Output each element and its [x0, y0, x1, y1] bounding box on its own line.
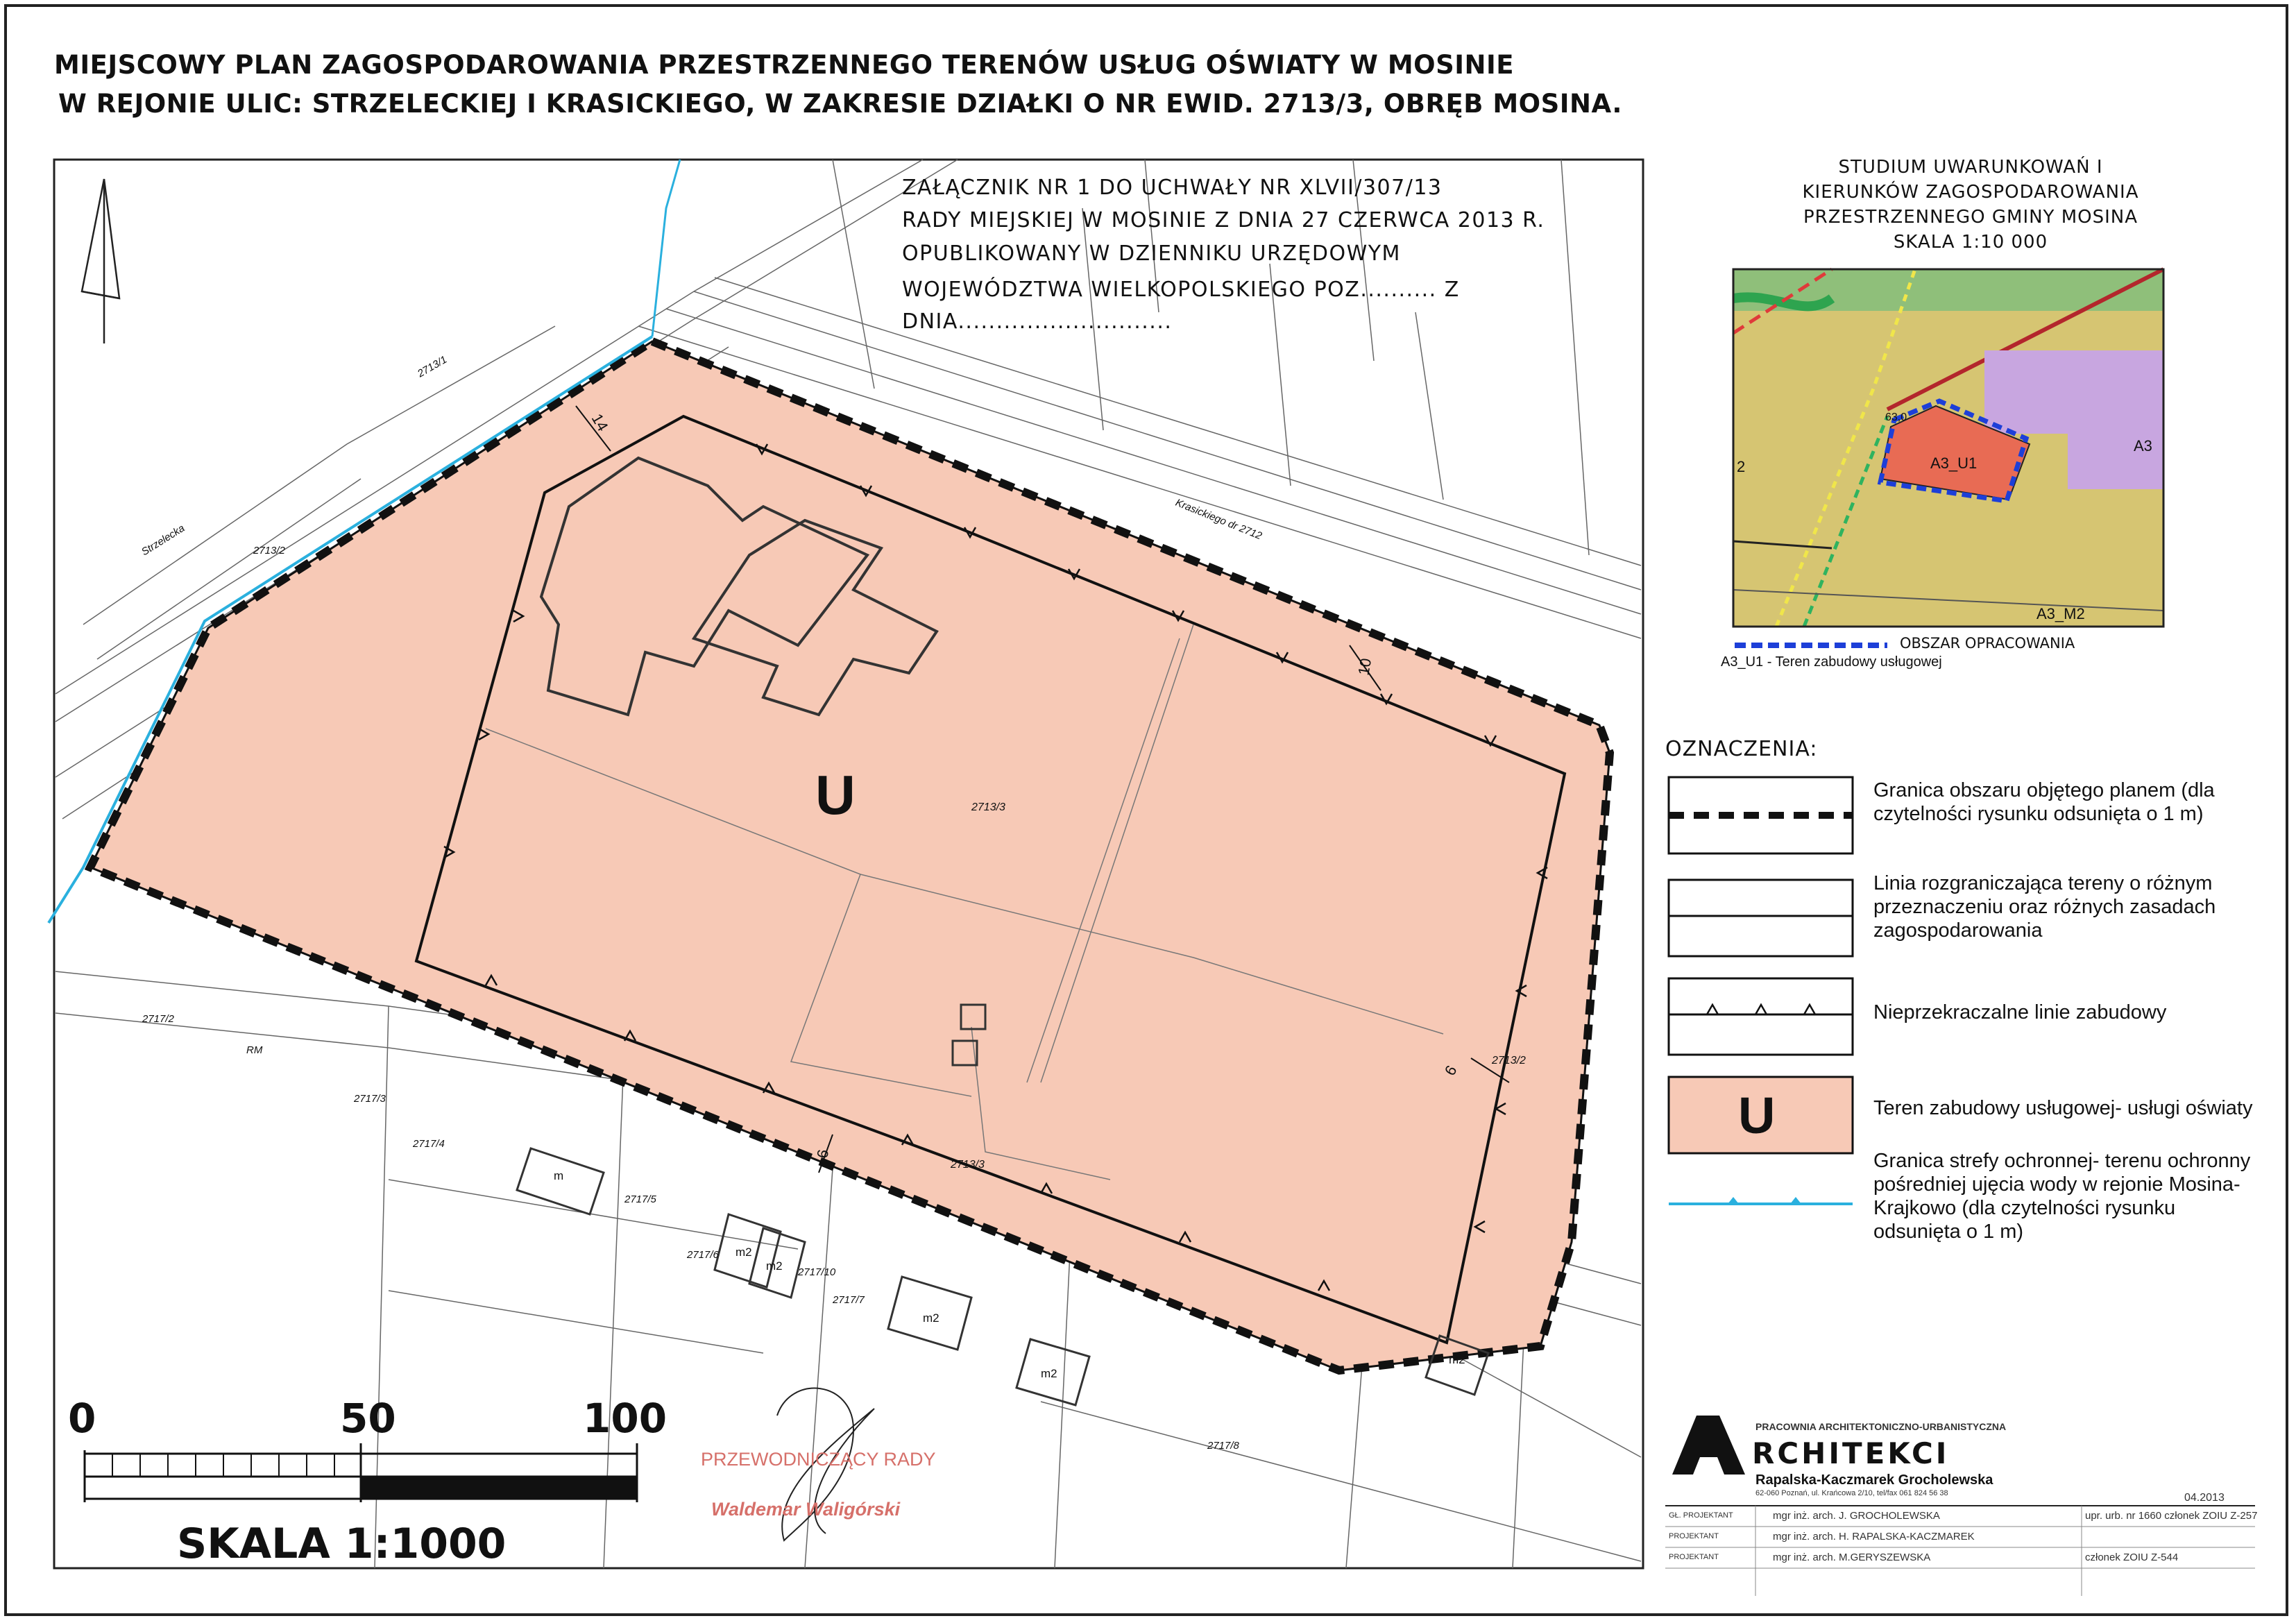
legend-text-water-zone: Granica strefy ochronnej- terenu ochronny pośredniej ujęcia wody w rejonie Mosina-Krajkowo (dla czytelności rysunku odsunięta o 1 m)	[1873, 1150, 2251, 1243]
credit-name-2: mgr inż. arch. H. RAPALSKA-KACZMAREK	[1773, 1531, 1975, 1543]
parcel-label-main: 2713/3	[971, 801, 1005, 813]
plan-title-line2: W REJONIE ULIC: STRZELECKIEJ I KRASICKIEGO, W ZAKRESIE DZIAŁKI O NR EWID. 2713/3, OBRĘB MOSINA.	[58, 89, 1622, 119]
parcel-label-2717-10: 2717/10	[798, 1266, 836, 1278]
legend-text-demarcation: Linia rozgraniczająca tereny o różnym przeznaczeniu oraz różnych zasadach zagospodarowania	[1873, 872, 2216, 942]
street-label-west: Strzelecka	[139, 522, 187, 559]
parcel-label-2717-3: 2717/3	[354, 1093, 386, 1105]
study-inset	[1733, 269, 2163, 627]
rm-label: RM	[246, 1044, 263, 1056]
street-label-north: Krasickiego dr 2712	[1173, 496, 1264, 543]
parcel-label-east: 2713/2	[1492, 1055, 1526, 1067]
building-label-m: m	[554, 1169, 564, 1182]
protection-zone-line-north	[652, 160, 680, 337]
parcel-label-2717-8: 2717/8	[1207, 1440, 1239, 1452]
building-label-m2-e: m2	[1449, 1353, 1465, 1366]
building-label-m2-c: m2	[923, 1311, 939, 1325]
building-label-m2-b: m2	[766, 1259, 783, 1273]
council-chair-stamp: PRZEWODNICZĄCY RADY	[701, 1449, 936, 1470]
attachment-line3: OPUBLIKOWANY W DZIENNIKU URZĘDOWYM	[902, 241, 1401, 266]
study-title-line1: STUDIUM UWARUNKOWAŃ I	[1838, 157, 2103, 178]
legend-text-building-line: Nieprzekraczalne linie zabudowy	[1873, 1001, 2167, 1023]
building-label-m2-d: m2	[1041, 1367, 1057, 1380]
legend-text-boundary: Granica obszaru objętego planem (dla czytelności rysunku odsunięta o 1 m)	[1873, 779, 2215, 825]
scale-tick-50: 50	[340, 1395, 396, 1442]
scale-tick-0: 0	[68, 1395, 96, 1442]
parcel-label-2717-4: 2717/4	[413, 1138, 445, 1150]
building-label-m2-a: m2	[735, 1246, 752, 1259]
dimension-6-east: 6	[1440, 1062, 1461, 1079]
attachment-line4: WOJEWÓDZTWA WIELKOPOLSKIEGO POZ.......... Z	[902, 278, 1460, 302]
credit-note-3: członek ZOIU Z-544	[2085, 1552, 2179, 1563]
attachment-line5: DNIA............................	[902, 309, 1173, 334]
parcel-label-2717-6: 2717/6	[687, 1249, 719, 1261]
zone-symbol: U	[815, 764, 856, 826]
legend-heading: OZNACZENIA:	[1665, 737, 1818, 761]
study-scale: SKALA 1:10 000	[1893, 232, 2048, 253]
credit-name-1: mgr inż. arch. J. GROCHOLEWSKA	[1773, 1510, 1940, 1522]
office-name: RCHITEKCI	[1752, 1436, 1950, 1470]
scale-bar	[85, 1443, 637, 1502]
study-label-a3-m2: A3_M2	[2036, 605, 2085, 622]
dimension-6-south: 6	[813, 1148, 833, 1160]
credit-role-2: PROJEKTANT	[1669, 1532, 1719, 1540]
zone-u-fill	[90, 341, 1610, 1370]
office-date: 04.2013	[2184, 1492, 2225, 1504]
office-heading: PRACOWNIA ARCHITEKTONICZNO-URBANISTYCZNA	[1755, 1421, 2007, 1432]
study-label-a3: A3	[2134, 437, 2152, 454]
parcel-label-road: 2713/1	[415, 353, 450, 380]
parcel-label-2717-2: 2717/2	[142, 1013, 174, 1025]
plan-title-line1: MIEJSCOWY PLAN ZAGOSPODAROWANIA PRZESTRZENNEGO TERENÓW USŁUG OŚWIATY W MOSINIE	[54, 50, 1515, 80]
study-title-line3: PRZESTRZENNEGO GMINY MOSINA	[1803, 207, 2138, 228]
study-title-line2: KIERUNKÓW ZAGOSPODAROWANIA	[1802, 182, 2139, 203]
parcel-label-south: 2713/3	[951, 1159, 985, 1171]
credit-role-3: PROJEKTANT	[1669, 1553, 1719, 1561]
scale-tick-100: 100	[583, 1395, 667, 1442]
dimension-10: 10	[1354, 656, 1375, 677]
dimension-14: 14	[588, 410, 612, 434]
scale-label: SKALA 1:1000	[177, 1520, 507, 1568]
attachment-line1: ZAŁĄCZNIK NR 1 DO UCHWAŁY NR XLVII/307/13	[902, 176, 1443, 200]
study-label-2: 2	[1737, 458, 1746, 475]
north-arrow-icon	[82, 179, 119, 343]
council-chair-name: Waldemar Waligórski	[711, 1499, 901, 1520]
parcel-label-nw: 2713/2	[253, 545, 285, 556]
legend-symbol-u: U	[1738, 1087, 1776, 1144]
attachment-line2: RADY MIEJSKIEJ W MOSINIE Z DNIA 27 CZERWCA 2013 R.	[902, 208, 1545, 232]
credit-name-3: mgr inż. arch. M.GERYSZEWSKA	[1773, 1552, 1931, 1563]
study-label-a3-u1: A3_U1	[1930, 454, 1978, 472]
office-address: 62-060 Poznań, ul. Krańcowa 2/10, tel/fax 061 824 56 38	[1755, 1489, 1948, 1497]
study-area-legend: OBSZAR OPRACOWANIA	[1900, 635, 2075, 652]
parcel-label-2717-5: 2717/5	[624, 1193, 656, 1205]
study-zone-legend: A3_U1 - Teren zabudowy usługowej	[1721, 654, 1942, 670]
office-logo-icon	[1672, 1416, 1745, 1475]
credit-note-1: upr. urb. nr 1660 członek ZOIU Z-257	[2085, 1510, 2258, 1522]
parcel-label-2717-7: 2717/7	[833, 1294, 865, 1306]
office-subname: Rapalska-Kaczmarek Grocholewska	[1755, 1472, 1993, 1488]
study-label-elev: 63,0	[1885, 411, 1907, 423]
legend-text-service-zone: Teren zabudowy usługowej- usługi oświaty	[1873, 1097, 2253, 1119]
credit-role-1: GŁ. PROJEKTANT	[1669, 1511, 1733, 1520]
